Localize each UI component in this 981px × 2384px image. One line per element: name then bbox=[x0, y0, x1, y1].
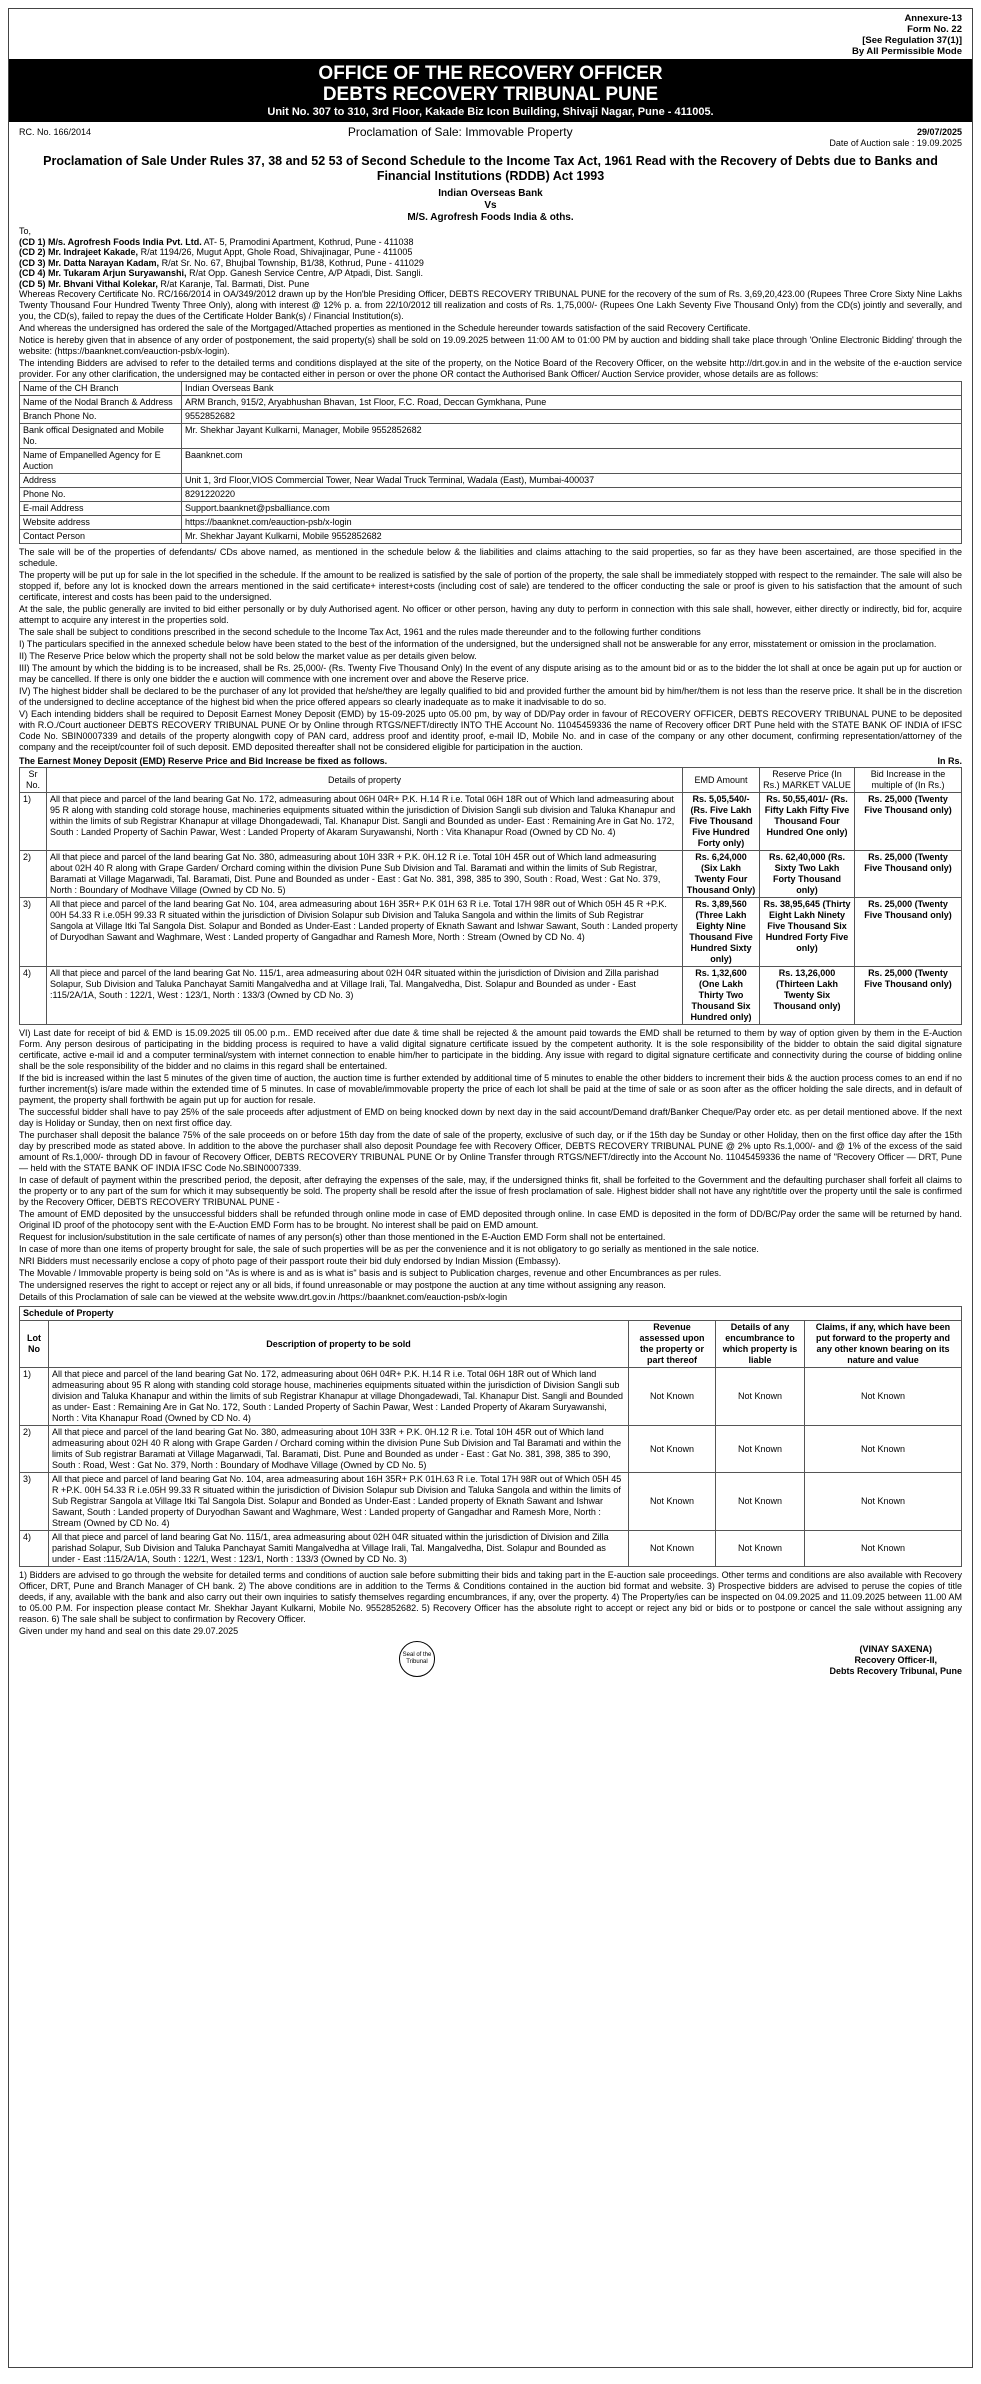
emd-row bbox=[20, 793, 962, 851]
cd-list bbox=[19, 226, 962, 289]
bank-name: Indian Overseas Bank bbox=[438, 188, 543, 199]
contact-table bbox=[19, 381, 962, 544]
sch-lot: 1) bbox=[20, 1368, 49, 1426]
signatory-office: Debts Recovery Tribunal, Pune bbox=[829, 1666, 962, 1676]
form-line: Form No. 22 bbox=[907, 24, 962, 35]
contact-row bbox=[20, 410, 962, 424]
signatory-name: (VINAY SAXENA) bbox=[859, 1644, 932, 1654]
paragraph: The amount of EMD deposited by the unsuccessful bidders shall be refunded through online mode in case of EMD deposited through online. In case EMD is deposited in the form of DD/BC/Pay order the same will be returned by hand. Original ID proof of the photocopy sent with the E-Auction EMD Form has to be brought. No interest shall be paid on EMD amount. bbox=[19, 1209, 962, 1230]
sch-revenue: Not Known bbox=[629, 1368, 716, 1426]
contact-value: Unit 1, 3rd Floor,VIOS Commercial Tower, Near Wadal Truck Terminal, Wadala (East), Mumbai-400037 bbox=[182, 474, 962, 488]
office-header bbox=[9, 59, 972, 122]
emd-bid: Rs. 25,000 (Twenty Five Thousand only) bbox=[855, 898, 962, 967]
contact-value: Mr. Shekhar Jayant Kulkarni, Manager, Mobile 9552852682 bbox=[182, 424, 962, 449]
sch-col-revenue: Revenue assessed upon the property or part thereof bbox=[629, 1321, 716, 1368]
proclamation-page bbox=[8, 8, 973, 2368]
emd-details: All that piece and parcel of the land bearing Gat No. 380, admeasuring about 10H 33R + P.K. 0H.12 R i.e. Total 10H 45R out of Which land admeasuring about 02H 40 R along with Grape Garden/ Orchard coming within the division Pune Sub Division and Tal. Baramati and within the limits of Sub Registrar, Baramati at Village Magarwadi, Tal. Baramati, Dist. Pune and Bounded as under - East : Gat No. 381, 398, 385 to 390, South : Road, West : Gat No. 379, North : Boundary of Modhave Village (Owned by CD No. 5) bbox=[47, 851, 683, 898]
sch-encumbrance: Not Known bbox=[716, 1426, 805, 1473]
contact-row bbox=[20, 474, 962, 488]
emd-reserve: Rs. 38,95,645 (Thirty Eight Lakh Ninety Five Thousand Six Hundred Forty Five only) bbox=[760, 898, 855, 967]
paragraph: The successful bidder shall have to pay 25% of the sale proceeds after adjustment of EMD on being knocked down by next day in the said account/Demand draft/Banker Cheque/Pay order etc. as per detail mentioned above. If the next day is Holiday or Sunday, then on next first office day. bbox=[19, 1107, 962, 1128]
contact-row bbox=[20, 502, 962, 516]
emd-unit: In Rs. bbox=[937, 756, 962, 766]
contact-value: ARM Branch, 915/2, Aryabhushan Bhavan, 1st Floor, F.C. Road, Deccan Gymkhana, Pune bbox=[182, 396, 962, 410]
sch-col-claims: Claims, if any, which have been put forward to the property and any other known bearing on its nature and value bbox=[805, 1321, 962, 1368]
cd-item: (CD 2) Mr. Indrajeet Kakade, R/at 1194/26, Mugut Appt, Ghole Road, Shivajinagar, Pune - 411005 bbox=[19, 247, 413, 257]
office-address: Unit No. 307 to 310, 3rd Floor, Kakade Biz Icon Building, Shivaji Nagar, Pune - 411005. bbox=[267, 106, 714, 118]
reference-row bbox=[19, 127, 962, 149]
tribunal-seal: Seal of the Tribunal bbox=[399, 1641, 435, 1677]
signatory-title: Recovery Officer-II, bbox=[854, 1655, 937, 1665]
sch-claims: Not Known bbox=[805, 1368, 962, 1426]
emd-row bbox=[20, 851, 962, 898]
sch-desc: All that piece and parcel of land bearing Gat No. 115/1, area admeasuring about 02H 04R situated within the jurisdiction of Division and Zilla parishad Solapur, Sub Division and Taluka Panchayat Samiti Mangalvedha at Village Irali, Tal. Mangalvedha, Dist. Solapur and Bounded as under - East :115/2A/1A, South : 122/1, West : 123/1, North : 133/3 (Owned by CD No. 3) bbox=[49, 1531, 629, 1567]
sch-claims: Not Known bbox=[805, 1426, 962, 1473]
paragraph: The Movable / Immovable property is being sold on "As is where is and as is what is" basis and is subject to Publication charges, revenue and other Encumbrances as per rules. bbox=[19, 1268, 722, 1278]
sch-revenue: Not Known bbox=[629, 1531, 716, 1567]
sch-revenue: Not Known bbox=[629, 1473, 716, 1531]
emd-amount: Rs. 6,24,000 (Six Lakh Twenty Four Thousand Only) bbox=[683, 851, 760, 898]
paragraph: If the bid is increased within the last 5 minutes of the given time of auction, the auction time is further extended by additional time of 5 minutes to enable the other bidders to increment their bids & the auction process comes to an end if no further increment(s) is/are made within the extended time of 5 minutes. In case of movable/immovable property the price of each lot shall be paid at the time of sale or as soon after as the officer holding the sale directs, and in default of payment, the property shall forthwith be again put up for auction for resale. bbox=[19, 1073, 962, 1105]
emd-sr: 2) bbox=[20, 851, 47, 898]
emd-col-reserve: Reserve Price (In Rs.) MARKET VALUE bbox=[760, 768, 855, 793]
sch-col-encumbrance: Details of any encumbrance to which property is liable bbox=[716, 1321, 805, 1368]
emd-details: All that piece and parcel of the land bearing Gat No. 172, admeasuring about 06H 04R+ P.K. H.14 R i.e. Total 06H 18R out of Which land admeasuring about 95 R along with standing cold storage house, machineries equipments situated within the jurisdiction of Division Sangli sub division and Taluka Khanapur and within the limits of sub Registrar Khanapur at village Dhongadewadi, Tal. Khanapur Dist. Sangli and Bounded as under- East : Remaining Are in Gat No. 172, South : Landed Property of Sachin Pawar, West : Landed Property of Akaram Suryawanshi, North : Vita Khanapur Road (Owned by CD No. 4) bbox=[47, 793, 683, 851]
sch-col-lot: Lot No bbox=[20, 1321, 49, 1368]
sch-claims: Not Known bbox=[805, 1531, 962, 1567]
paragraph: In case of default of payment within the prescribed period, the deposit, after defraying the expenses of the sale, may, if the undersigned thinks fit, shall be forfeited to the Government and the defaulting purchaser shall forfeit all claims to the property or to any part of the sum for which it may subsequently be sold. The property shall be resold after the issue of fresh proclamation of sale. Highest bidder shall not have any right/title over the property until the sale is confirmed by the Recovery Officer, DEBTS RECOVERY TRIBUNAL PUNE - bbox=[19, 1175, 962, 1207]
contact-label: Website address bbox=[20, 516, 182, 530]
notice-date: 29/07/2025 bbox=[916, 127, 962, 137]
paragraph: Notice is hereby given that in absence of any order of postponement, the said property(s) shall be sold on 19.09.2025 between 11:00 AM to 01:00 PM by auction and bidding shall take place through 'Online Electronic Bidding' through the website: (https://baanknet.com/eauction-psb/x-login). bbox=[19, 335, 962, 356]
emd-amount: Rs. 3,89,560 (Three Lakh Eighty Nine Thousand Five Hundred Sixty only) bbox=[683, 898, 760, 967]
cd-item: (CD 4) Mr. Tukaram Arjun Suryawanshi, R/at Opp. Ganesh Service Centre, A/P Atpadi, Dist. Sangli. bbox=[19, 268, 424, 278]
parties-block bbox=[19, 188, 962, 224]
sale-type: Proclamation of Sale: Immovable Property bbox=[347, 125, 573, 139]
schedule-table bbox=[19, 1306, 962, 1567]
emd-amount: Rs. 1,32,600 (One Lakh Thirty Two Thousand Six Hundred only) bbox=[683, 967, 760, 1025]
paragraph: At the sale, the public generally are invited to bid either personally or by duly Authorised agent. No officer or other person, having any duty to perform in connection with this sale shall, however, either directly or indirectly, bid for, acquire attempt to acquire any interest in the properties sold. bbox=[19, 604, 962, 625]
contact-value: Baanknet.com bbox=[182, 449, 962, 474]
paragraph: III) The amount by which the bidding is to be increased, shall be Rs. 25,000/- (Rs. Twenty Five Thousand Only) In the event of any dispute arising as to the amount bid or as to the bidder the lot shall at once be again put up for auction or may be cancelled. If there is only one bidder the e auction will commence with one increment over and above the Reserve price. bbox=[19, 663, 962, 684]
paragraph: The purchaser shall deposit the balance 75% of the sale proceeds on or before 15th day from the date of sale of the property, exclusive of such day, or if the 15th day be Sunday or other Holiday, then on the first office day after the 15th day by prescribed mode as stated above. In addition to the above the purchaser shall also deposit Poundage fee with Recovery Officer, DEBTS RECOVERY TRIBUNAL PUNE @ 2% upto Rs.1,000/- and @ 1% of the excess of the said amount of Rs.1,000/- through DD in favour of Recovery Officer, DEBTS RECOVERY TRIBUNAL PUNE Or by Online Transfer through RTGS/NEFT/directly into the Account No. 11045459336 the name of "Recovery Officer — DRT, Pune — held with the STATE BANK OF INDIA IFSC Code No.SBIN0007339. bbox=[19, 1130, 962, 1173]
date-block bbox=[829, 127, 962, 149]
schedule-row bbox=[20, 1368, 962, 1426]
defendant-name: M/S. Agrofresh Foods India & oths. bbox=[407, 212, 574, 223]
sch-desc: All that piece and parcel of land bearing Gat No. 104, area admeasuring about 16H 35R+ P.K 01H.63 R i.e. Total 17H 98R out of Which 05H 45 R +P.K. 00H 54.33 R i.e.05H 99.33 R situated within the jurisdiction of Division Solapur sub Division and Taluka Sangola and within the limits of Sub Registrar Sangola at Village Itki Tal Sangola Dist. Solapur and Bonded as Under-East : Landed property of Eknath Sawant and Ishwar Sawant, South : Landed property of Duryodhan Sawant and Waghmare, West : Landed property of Gangadhar and Ramesh More, North : Stream (Owned by CD No. 4) bbox=[49, 1473, 629, 1531]
sch-revenue: Not Known bbox=[629, 1426, 716, 1473]
contact-value: Indian Overseas Bank bbox=[182, 382, 962, 396]
emd-bid: Rs. 25,000 (Twenty Five Thousand only) bbox=[855, 793, 962, 851]
emd-reserve: Rs. 62,40,000 (Rs. Sixty Two Lakh Forty Thousand only) bbox=[760, 851, 855, 898]
sch-desc: All that piece and parcel of the land bearing Gat No. 172, admeasuring about 06H 04R+ P.K. H.14 R i.e. Total 06H 18R out of Which land admeasuring about 95 R along with standing cold storage house, machineries equipments situated within the jurisdiction of Division Sangli sub division and Taluka Khanapur and within the limits of sub Registrar Khanapur at village Dhongadewadi, Tal. Khanapur Dist. Sangli and Bounded as under- East : Remaining Are in Gat No. 172, South : Landed Property of Sachin Pawar, West : Landed Property of Akaram Suryawanshi, North : Vita Khanapur Road (Owned by CD No. 4) bbox=[49, 1368, 629, 1426]
emd-col-bid: Bid Increase in the multiple of (In Rs.) bbox=[855, 768, 962, 793]
emd-title: The Earnest Money Deposit (EMD) Reserve Price and Bid Increase be fixed as follows. bbox=[19, 756, 388, 766]
contact-label: Phone No. bbox=[20, 488, 182, 502]
cd-item: (CD 3) Mr. Datta Narayan Kadam, R/at Sr. No. 67, Bhujbal Township, B1/38, Kothrud, Pune - 411029 bbox=[19, 257, 424, 268]
paragraph: V) Each intending bidders shall be required to Deposit Earnest Money Deposit (EMD) by 15-09-2025 upto 05.00 pm, by way of DD/Pay order in favour of RECOVERY OFFICER, DEBTS RECOVERY TRIBUNAL PUNE to be deposited with R.O./Court auctioneer DEBTS RECOVERY TRIBUNAL PUNE Or by Online through RTGS/NEFT/directly INTO THE Account No. 11045459336 the name of Recovery officer DRT Pune held with the STATE BANK OF INDIA of IFSC Code No. SBIN0007339 and details of the property alongwith copy of PAN card, address proof and identity proof, e-mail ID, Mobile No. and in case of the company or any other document, confirming representation/attorney of the company and the receipt/counter foil of such deposit. EMD deposited thereafter shall not be considered eligible for participation in the auction. bbox=[19, 709, 962, 752]
paragraph: IV) The highest bidder shall be declared to be the purchaser of any lot provided that he/she/they are legally qualified to bid and provided further the amount bid by him/her/them is not less than the reserve price. It shall be in the discretion of the undersigned to decline acceptance of the highest bid when the price offered appears so clearly inadequate as to make it inadvisable to do so. bbox=[19, 686, 962, 707]
cd-item: (CD 1) M/s. Agrofresh Foods India Pvt. Ltd. AT- 5, Pramodini Apartment, Kothrud, Pune - 411038 bbox=[19, 236, 414, 247]
annexure-block bbox=[19, 13, 962, 57]
contact-row bbox=[20, 516, 962, 530]
paragraph: NRI Bidders must necessarily enclose a copy of photo page of their passport route their bid duly endorsed by Indian Mission (Embassy). bbox=[19, 1256, 561, 1266]
contact-label: Contact Person bbox=[20, 530, 182, 544]
contact-row bbox=[20, 424, 962, 449]
sch-lot: 2) bbox=[20, 1426, 49, 1473]
emd-row bbox=[20, 967, 962, 1025]
paragraph: Details of this Proclamation of sale can be viewed at the website www.drt.gov.in /https://baanknet.com/eauction-psb/x-login bbox=[19, 1292, 508, 1302]
contact-value: 8291220220 bbox=[182, 488, 962, 502]
versus: Vs bbox=[484, 200, 497, 211]
contact-row bbox=[20, 396, 962, 410]
paragraph: The intending Bidders are advised to refer to the detailed terms and conditions displayed at the site of the property, on the Notice Board of the Recovery Officer, on the website http://drt.gov.in and in the website of the e-auction service provider. For any other clarification, the undersigned may be contacted either in person or over the phone OR contact the Authorised Bank Officer/ Auction Service provider, whose details are as follows: bbox=[19, 358, 962, 379]
contact-label: Name of the CH Branch bbox=[20, 382, 182, 396]
contact-label: E-mail Address bbox=[20, 502, 182, 516]
contact-row bbox=[20, 382, 962, 396]
contact-value: https://baanknet.com/eauction-psb/x-login bbox=[182, 516, 962, 530]
contact-value: Support.baanknet@psballiance.com bbox=[182, 502, 962, 516]
paragraph: The undersigned reserves the right to accept or reject any or all bids, if found unreasonable or may postpone the auction at any time without assigning any reason. bbox=[19, 1280, 666, 1290]
paragraph: The sale will be of the properties of defendants/ CDs above named, as mentioned in the schedule below & the liabilities and claims attaching to the said properties, so far as they have been ascertained, are those specified in the schedule. bbox=[19, 547, 962, 568]
paragraph: Request for inclusion/substitution in the sale certificate of names of any person(s) other than those mentioned in the E-Auction EMD Form shall not be entertained. bbox=[19, 1232, 666, 1242]
sch-encumbrance: Not Known bbox=[716, 1473, 805, 1531]
contact-row bbox=[20, 449, 962, 474]
to-label: To, bbox=[19, 226, 32, 236]
given-line: Given under my hand and seal on this date 29.07.2025 bbox=[19, 1626, 239, 1636]
emd-table bbox=[19, 767, 962, 1025]
footnote: 1) Bidders are advised to go through the website for detailed terms and conditions of auction sale before submitting their bids and taking part in the E-auction sale proceedings. Other terms and conditions are also available with Recovery Officer, DRT, Pune and Branch Manager of CH bank. 2) The above conditions are in addition to the Terms & Conditions contained in the auction bid format and website. 3) Prospective bidders are advised to peruse the copies of title deeds, if any, available with the bank and also carry out their own inquiries to satisfy themselves regarding encumbrances, if any, over the property. 4) The Property/ies can be inspected on 04.09.2025 and 11.09.2025 between 11.00 AM to 05.00 P.M. For inspection please contact Mr. Shekhar Jayant Kulkarni, Mobile No. 9552852682. 5) Recovery Officer has the absolute right to accept or reject any bid or bids or to postpone or cancel the sale without assigning any reason. 6) The sale shall be subject to confirmation by Recovery Officer. bbox=[19, 1570, 962, 1624]
terms-after-text bbox=[19, 1028, 962, 1303]
contact-label: Branch Phone No. bbox=[20, 410, 182, 424]
sch-claims: Not Known bbox=[805, 1473, 962, 1531]
emd-sr: 1) bbox=[20, 793, 47, 851]
signatory-block bbox=[829, 1644, 962, 1677]
paragraph: In case of more than one items of property brought for sale, the sale of such properties will be as per the convenience and it is not obligatory to go serially as mentioned in the sale notice. bbox=[19, 1244, 759, 1254]
intro-text bbox=[19, 289, 962, 380]
emd-amount: Rs. 5,05,540/- (Rs. Five Lakh Five Thousand Five Hundred Forty only) bbox=[683, 793, 760, 851]
contact-label: Name of the Nodal Branch & Address bbox=[20, 396, 182, 410]
emd-col-amount: EMD Amount bbox=[683, 768, 760, 793]
emd-reserve: Rs. 13,26,000 (Thirteen Lakh Twenty Six Thousand only) bbox=[760, 967, 855, 1025]
regulation-line: [See Regulation 37(1)] bbox=[862, 35, 962, 46]
signature-row bbox=[19, 1641, 962, 1677]
paragraph: II) The Reserve Price below which the property shall not be sold below the market value as per details given below. bbox=[19, 651, 477, 661]
emd-reserve: Rs. 50,55,401/- (Rs. Fifty Lakh Fifty Five Thousand Four Hundred One only) bbox=[760, 793, 855, 851]
emd-row bbox=[20, 898, 962, 967]
contact-label: Name of Empanelled Agency for E Auction bbox=[20, 449, 182, 474]
mode-line: By All Permissible Mode bbox=[852, 46, 962, 57]
paragraph: VI) Last date for receipt of bid & EMD is 15.09.2025 till 05.00 p.m.. EMD received after due date & time shall be rejected & the amount paid towards the EMD shall be returned to them by way of option given by them in the E-Auction Form. Any person desirous of participating in the bidding process is required to have a valid digital signature certificate issued by the competent authority. It is the sole responsibility of the bidder to obtain the said digital signature certificate, active e-mail id and a computer terminal/system with internet connection to enable him/her to participate in the bidding. Any issue with regard to digital signature certificate and connectivity during the course of bidding online shall be the sole responsibility of the bidder and no claims in this regard shall be entertained. bbox=[19, 1028, 962, 1071]
sch-lot: 4) bbox=[20, 1531, 49, 1567]
emd-bid: Rs. 25,000 (Twenty Five Thousand only) bbox=[855, 967, 962, 1025]
emd-heading bbox=[19, 756, 962, 767]
contact-label: Address bbox=[20, 474, 182, 488]
sch-encumbrance: Not Known bbox=[716, 1368, 805, 1426]
emd-col-details: Details of property bbox=[47, 768, 683, 793]
sch-col-desc: Description of property to be sold bbox=[49, 1321, 629, 1368]
schedule-row bbox=[20, 1426, 962, 1473]
tribunal-title: DEBTS RECOVERY TRIBUNAL PUNE bbox=[322, 84, 659, 105]
paragraph: Whereas Recovery Certificate No. RC/166/2014 in OA/349/2012 drawn up by the Hon'ble Presiding Officer, DEBTS RECOVERY TRIBUNAL PUNE for the recovery of the sum of Rs. 3,69,20,423.00 (Rupees Three Crore Sixty Nine Lakhs Twenty Thousand Four Hundred Twenty Three Only), along with interest @ 12% p. a. from 22/10/2012 till realization and costs of Rs. 1,75,000/- (Rupees One Lakh Seventy Five Thousand Only) from the CD(s) jointly and severally, and you, the CD(s), failed to repay the dues of the Certificate Holder Bank(s) / Financial Institution(s). bbox=[19, 289, 962, 321]
schedule-row bbox=[20, 1531, 962, 1567]
emd-sr: 4) bbox=[20, 967, 47, 1025]
paragraph: I) The particulars specified in the annexed schedule below have been stated to the best of the information of the undersigned, but the undersigned shall not be answerable for any error, misstatement or omission in the proclamation. bbox=[19, 639, 937, 649]
paragraph: The sale shall be subject to conditions prescribed in the second schedule to the Income Tax Act, 1961 and the rules made thereunder and to the following further conditions bbox=[19, 627, 701, 637]
contact-value: Mr. Shekhar Jayant Kulkarni, Mobile 9552852682 bbox=[182, 530, 962, 544]
sch-desc: All that piece and parcel of the land bearing Gat No. 380, admeasuring about 10H 33R + P.K. 0H.12 R i.e. Total 10H 45R out of Which land admeasuring about 02H 40 R along with Grape Garden / Orchard coming within the division Pune Sub Division and Tal Baramati and within the limits of Sub registrar Baramati at Village Magarwadi, Tal. Baramati, Dist. Pune and Bounded as under - East : Gat No. 381, 398, 385 to 390, South : Road, West : Gat No. 379, North : Boundary of Modhave Village (Owned by CD No. 5) bbox=[49, 1426, 629, 1473]
sch-lot: 3) bbox=[20, 1473, 49, 1531]
emd-bid: Rs. 25,000 (Twenty Five Thousand only) bbox=[855, 851, 962, 898]
rc-number: RC. No. 166/2014 bbox=[19, 127, 92, 137]
proclamation-heading: Proclamation of Sale Under Rules 37, 38 and 52 53 of Second Schedule to the Income Tax Act, 1961 Read with the Recovery of Debts due to Banks and Financial Institutions (RDDB) Act 1993 bbox=[43, 154, 938, 183]
contact-row bbox=[20, 488, 962, 502]
terms-text bbox=[19, 547, 962, 753]
cd-item: (CD 5) Mr. Bhvani Vithal Kolekar, R/at Karanje, Tal. Barmati, Dist. Pune bbox=[19, 278, 310, 289]
schedule-title: Schedule of Property bbox=[20, 1307, 962, 1321]
emd-col-sr: Sr No. bbox=[20, 768, 47, 793]
annexure-line: Annexure-13 bbox=[904, 13, 962, 24]
emd-details: All that piece and parcel of the land bearing Gat No. 104, area admeasuring about 16H 35R+ P.K 01H 63 R i.e. Total 17H 98R out of Which 05H 45 R +P.K. 00H 54.33 R i.e.05H 99.33 R situated within the jurisdiction of Division Solapur sub Division and Taluka Sangola and within the limits of Sub Registrar Sangola at Village Itki Tal Sangola Dist. Solapur and Bonded as Under-East : Landed property of Eknath Sawant and Ishwar Sawant, South : Landed property of Duryodhan Sawant and Waghmare, West : Landed property of Gangadhar and Ramesh More, North : Stream (Owned by CD No. 4) bbox=[47, 898, 683, 967]
contact-value: 9552852682 bbox=[182, 410, 962, 424]
paragraph: And whereas the undersigned has ordered the sale of the Mortgaged/Attached properties as mentioned in the Schedule hereunder towards satisfaction of the said Recovery Certificate. bbox=[19, 323, 751, 333]
sch-encumbrance: Not Known bbox=[716, 1531, 805, 1567]
office-title: OFFICE OF THE RECOVERY OFFICER bbox=[318, 63, 663, 84]
contact-row bbox=[20, 530, 962, 544]
emd-details: All that piece and parcel of the land bearing Gat No. 115/1, area admeasuring about 02H 04R situated within the jurisdiction of Division and Zilla parishad Solapur, Sub Division and Taluka Panchayat Samiti Mangalvedha and at Village Irali, Tal. Mangalvedha, Dist. Solapur and Bounded as under - East :115/2A/1A, South : 122/1, West : 123/1, North : 133/3 (Owned by CD No. 3) bbox=[47, 967, 683, 1025]
paragraph: The property will be put up for sale in the lot specified in the schedule. If the amount to be realized is satisfied by the sale of portion of the property, the sale shall be immediately stopped with respect to the remainder. The sale will also be stopped if, before any lot is knocked down the arrears mentioned in the said certificate+ interest+costs (including cost of sale) are tendered to the officer conducting the sale or proof is given to his satisfaction that the amount of such certificate, interest and costs has been paid to the undersigned. bbox=[19, 570, 962, 602]
emd-sr: 3) bbox=[20, 898, 47, 967]
auction-date: Date of Auction sale : 19.09.2025 bbox=[829, 138, 962, 148]
schedule-row bbox=[20, 1473, 962, 1531]
contact-label: Bank offical Designated and Mobile No. bbox=[20, 424, 182, 449]
